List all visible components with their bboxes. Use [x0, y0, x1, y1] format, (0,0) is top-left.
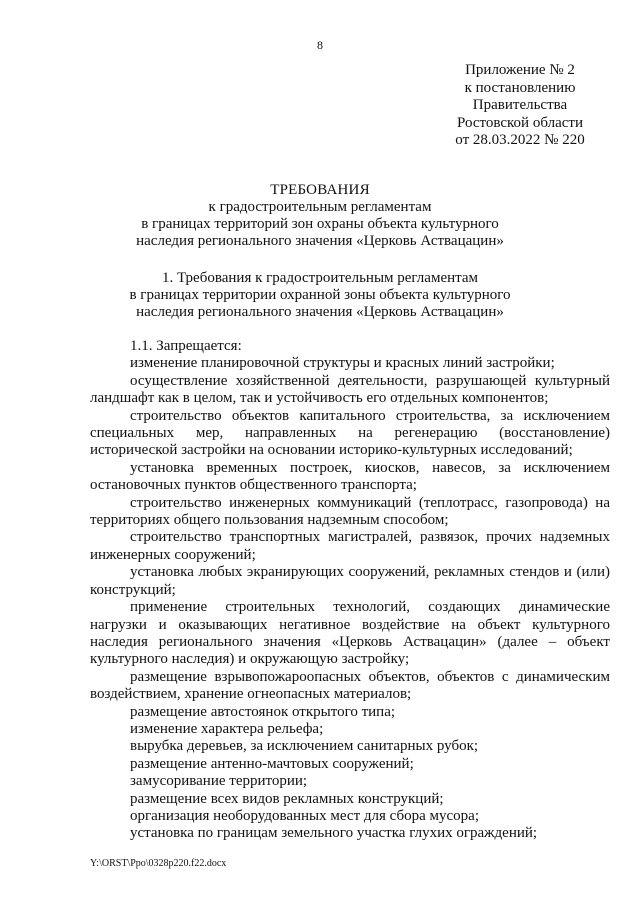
- list-item: размещение всех видов рекламных конструкций;: [130, 790, 444, 807]
- list-item: установка временных построек, киосков, навесов, за исключением остановочных пунктов общественного транспорта;: [90, 459, 610, 494]
- file-path-footer: Y:\ORST\Ppo\0328p220.f22.docx: [90, 858, 227, 869]
- list-item: осуществление хозяйственной деятельности, разрушающей культурный ландшафт как в целом, так и устойчивость его отдельных компонентов;: [90, 372, 610, 407]
- appendix-line: Приложение № 2: [465, 62, 575, 78]
- list-item: изменение планировочной структуры и красных линий застройки;: [130, 355, 555, 372]
- appendix-line: к постановлению: [464, 79, 576, 96]
- section-heading-line: 1. Требования к градостроительным регламентам: [161, 270, 479, 286]
- title-line: наследия регионального значения «Церковь Аствацацин»: [136, 233, 504, 249]
- list-item: установка по границам земельного участка глухих ограждений;: [130, 825, 538, 842]
- list-item: строительство объектов капитального строительства, за исключением специальных мер, направленных на регенерацию (восстановление) исторической застройки на основании историко-культурных исследований;: [90, 407, 610, 459]
- section-heading: [0, 270, 640, 321]
- document-title: [0, 182, 640, 250]
- appendix-line: Ростовской области: [457, 114, 583, 131]
- list-item: размещение взрывопожароопасных объектов, объектов с динамическим воздействием, хранение огнеопасных материалов;: [90, 668, 610, 703]
- list-item: строительство транспортных магистралей, развязок, прочих надземных инженерных сооружений;: [90, 529, 610, 563]
- section-heading-line: в границах территории охранной зоны объекта культурного: [129, 287, 511, 303]
- appendix-line: от 28.03.2022 № 220: [455, 132, 585, 148]
- list-item: замусоривание территории;: [130, 773, 308, 790]
- page-number: 8: [317, 38, 323, 52]
- appendix-line: Правительства: [472, 97, 568, 113]
- list-item: размещение автостоянок открытого типа;: [130, 703, 396, 720]
- title-line: к градостроительным регламентам: [208, 199, 432, 215]
- appendix-block: [420, 62, 620, 150]
- list-item: организация необорудованных мест для сбора мусора;: [130, 807, 479, 824]
- title-heading: ТРЕБОВАНИЯ: [270, 182, 370, 198]
- subsection-heading: 1.1. Запрещается:: [130, 338, 242, 354]
- list-item: применение строительных технологий, создающих динамические нагрузки и оказывающих негативное воздействие на объект культурного наследия регионального значения «Церковь Аствацацин» (далее – объект культурного наследия) и окружающую застройку;: [90, 599, 610, 668]
- list-item: вырубка деревьев, за исключением санитарных рубок;: [130, 738, 479, 755]
- list-item: размещение антенно-мачтовых сооружений;: [130, 755, 414, 772]
- section-heading-line: наследия регионального значения «Церковь Аствацацин»: [136, 304, 504, 320]
- list-item: изменение характера рельефа;: [130, 720, 324, 737]
- list-item: строительство инженерных коммуникаций (теплотрасс, газопровода) на территориях общего пользования надземным способом;: [90, 494, 610, 529]
- list-item: установка любых экранирующих сооружений, рекламных стендов и (или) конструкций;: [90, 564, 610, 598]
- title-line: в границах территорий зон охраны объекта культурного: [141, 216, 499, 232]
- body-text: [90, 338, 610, 843]
